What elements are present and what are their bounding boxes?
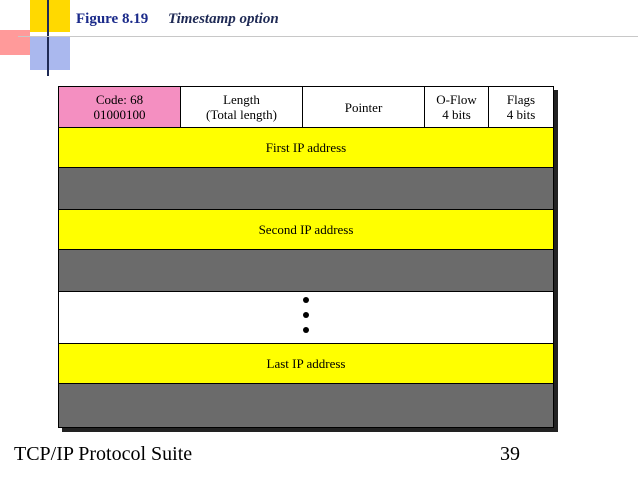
flags-field-label: Flags <box>506 92 536 107</box>
first-ip-address-row <box>59 128 553 168</box>
length-field <box>181 87 303 127</box>
decoration-pink-square <box>0 30 30 55</box>
figure-number: Figure 8.19 <box>76 11 149 27</box>
vertical-ellipsis <box>302 297 310 342</box>
second-ip-address-label: Second IP address <box>258 221 354 237</box>
ellipsis-dot <box>303 327 309 333</box>
code-field <box>59 87 181 127</box>
ellipsis-row <box>59 292 553 344</box>
last-ip-address-row <box>59 344 553 384</box>
oflow-field-size: 4 bits <box>442 107 471 122</box>
ellipsis-dot <box>303 297 309 303</box>
code-field-label: Code: 68 <box>95 92 144 107</box>
second-timestamp-row <box>59 250 553 292</box>
second-ip-address-row <box>59 210 553 250</box>
last-timestamp-row <box>59 384 553 427</box>
timestamp-option-diagram <box>58 86 554 428</box>
first-timestamp-row <box>59 168 553 210</box>
code-field-bits: 01000100 <box>93 107 146 122</box>
length-field-label: Length <box>223 92 260 107</box>
flags-field-size: 4 bits <box>506 107 536 122</box>
header-row <box>59 87 553 128</box>
corner-decoration <box>0 0 70 78</box>
flags-field <box>489 87 553 127</box>
figure-title: Timestamp option <box>167 11 279 27</box>
footer-title: TCP/IP Protocol Suite <box>14 443 193 465</box>
header-divider-line <box>18 36 638 37</box>
ellipsis-dot <box>303 312 309 318</box>
oflow-field-label: O-Flow <box>436 92 477 107</box>
pointer-field-label: Pointer <box>344 99 383 115</box>
page-number: 39 <box>500 443 520 465</box>
pointer-field <box>303 87 425 127</box>
decoration-yellow-square <box>30 0 70 32</box>
first-ip-address-label: First IP address <box>265 139 347 155</box>
figure-caption <box>76 11 279 28</box>
decoration-blue-square <box>30 36 70 70</box>
decoration-vertical-line <box>47 0 49 76</box>
last-ip-address-label: Last IP address <box>266 355 346 371</box>
oflow-field <box>425 87 489 127</box>
length-field-note: (Total length) <box>206 107 277 122</box>
